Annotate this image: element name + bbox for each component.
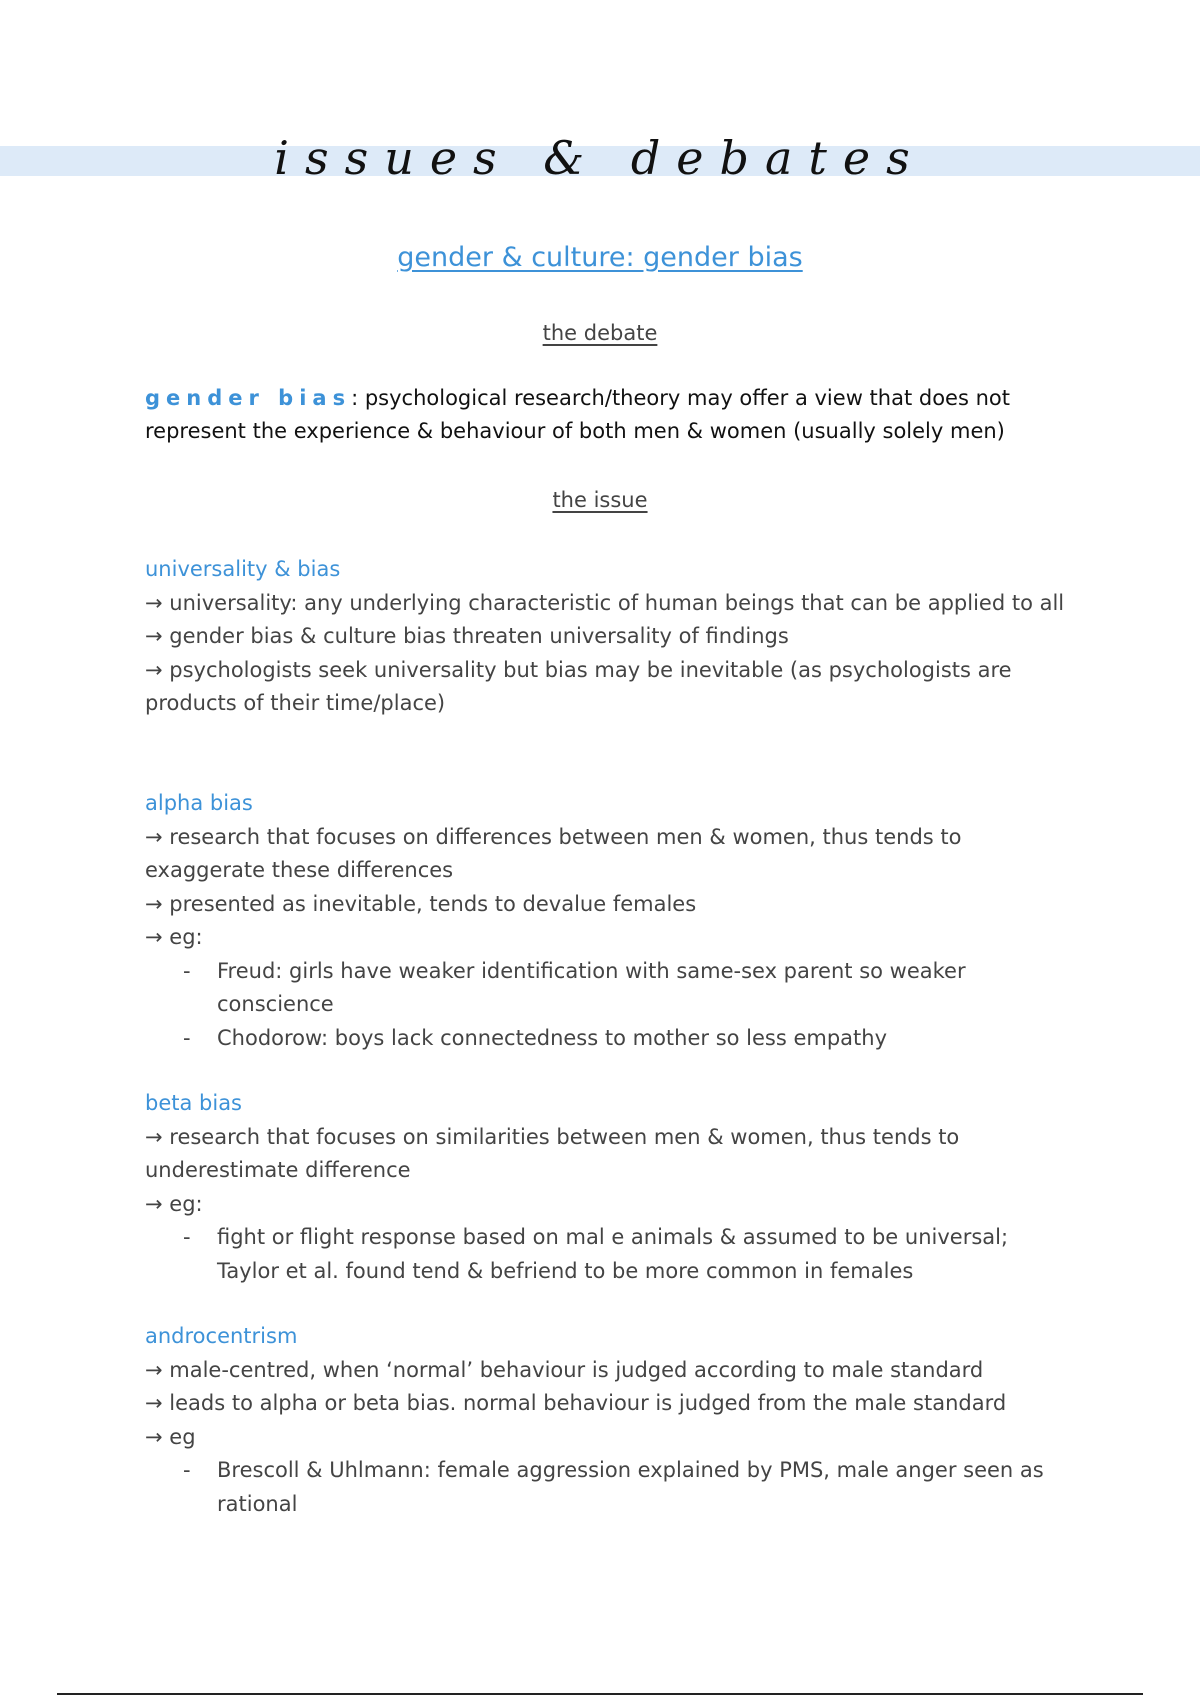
- section-heading: universality & bias: [145, 557, 341, 581]
- definition-term: gender bias: [145, 386, 352, 410]
- bullet-line: → research that focuses on differences between men & women, thus tends to exaggerate these differences: [145, 824, 962, 882]
- section-universality: [145, 553, 1065, 721]
- section-androcentrism: [145, 1320, 1065, 1521]
- bullet-line: → psychologists seek universality but bias may be inevitable (as psychologists are products of their time/place): [145, 657, 1012, 715]
- sub-item: [145, 1221, 1065, 1288]
- sub-item: [145, 955, 1065, 1022]
- issue-heading-text: the issue: [552, 488, 648, 512]
- dash-bullet: -: [183, 958, 191, 983]
- bullet-line: → eg:: [145, 1191, 203, 1216]
- bullet-line: → research that focuses on similarities between men & women, thus tends to underestimate difference: [145, 1124, 960, 1182]
- bullet-line: → eg:: [145, 925, 203, 949]
- definition-colon: :: [351, 386, 365, 410]
- bullet-line: → male-centred, when ‘normal’ behaviour is judged according to male standard: [145, 1357, 984, 1382]
- issue-heading: [0, 485, 1200, 515]
- bullet-line: → leads to alpha or beta bias. normal behaviour is judged from the male standard: [145, 1391, 1007, 1415]
- bullet-line: → presented as inevitable, tends to devalue females: [145, 891, 697, 916]
- section-beta-bias: [145, 1087, 1065, 1288]
- bullet-line: → universality: any underlying characteristic of human beings that can be applied to all: [145, 590, 1065, 615]
- gender-bias-definition: [145, 382, 1065, 448]
- sub-item-text: Chodorow: boys lack connectedness to mother so less empathy: [217, 1025, 888, 1050]
- section-heading: androcentrism: [145, 1324, 298, 1348]
- sub-item-text: Freud: girls have weaker identification with same-sex parent so weaker conscience: [217, 958, 966, 1016]
- section-heading: beta bias: [145, 1091, 243, 1115]
- sub-item-text: Brescoll & Uhlmann: female aggression explained by PMS, male anger seen as rational: [217, 1458, 1044, 1516]
- sub-item: [145, 1454, 1065, 1521]
- bullet-line: → gender bias & culture bias threaten universality of findings: [145, 624, 789, 648]
- bullet-line: → eg: [145, 1424, 196, 1449]
- debate-heading: [0, 318, 1200, 348]
- dash-bullet: -: [183, 1458, 191, 1482]
- page-title: issues & debates: [274, 131, 926, 185]
- dash-bullet: -: [183, 1225, 191, 1249]
- debate-heading-text: the debate: [542, 321, 658, 345]
- dash-bullet: -: [183, 1025, 191, 1050]
- page-subtitle: [0, 238, 1200, 278]
- bottom-divider: [57, 1693, 1143, 1695]
- section-heading: alpha bias: [145, 791, 253, 815]
- section-alpha-bias: [145, 787, 1065, 1055]
- definition-text: psychological research/theory may offer a view that does not represent the experience & behaviour of both men & women (usually solely men): [145, 386, 1010, 443]
- sub-item: [145, 1022, 1065, 1056]
- sub-item-text: fight or flight response based on mal e animals & assumed to be universal; Taylor et al. found tend & befriend to be more common in females: [217, 1225, 1009, 1283]
- subtitle-text: gender & culture: gender bias: [397, 242, 803, 273]
